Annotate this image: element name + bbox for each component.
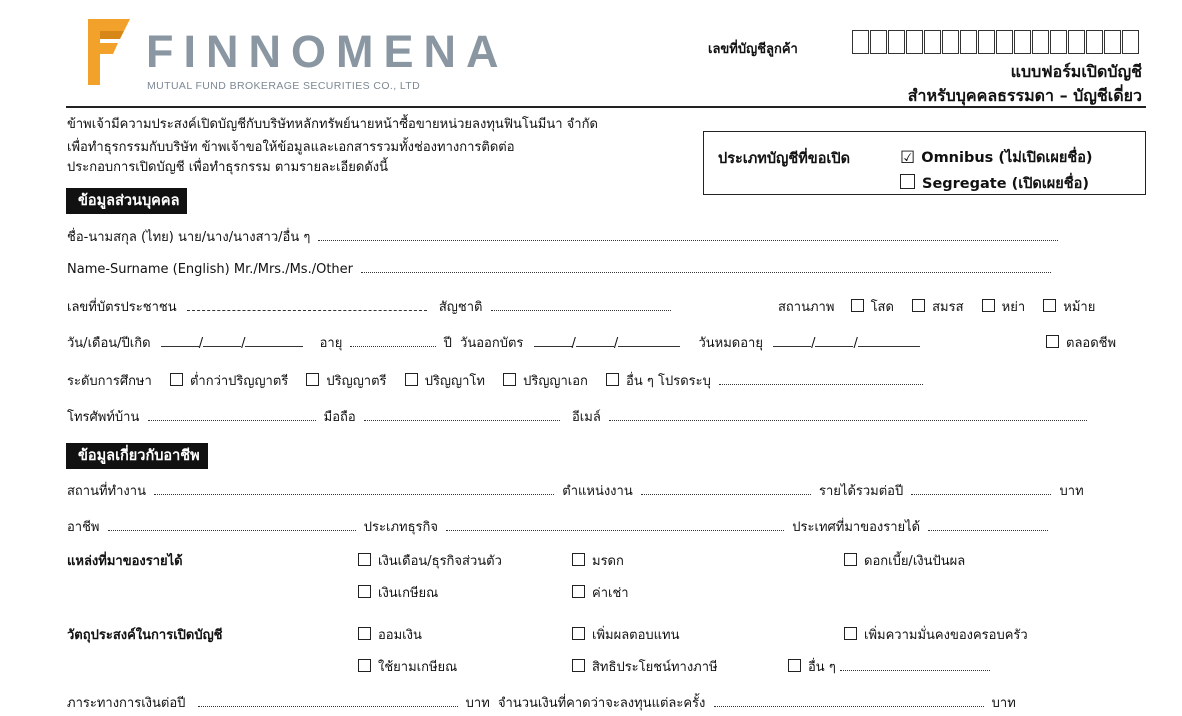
income-source-label: แหล่งที่มาของรายได้ bbox=[67, 554, 183, 569]
purpose-tax[interactable]: สิทธิประโยชน์ทางภาษี bbox=[572, 656, 718, 677]
income-source-salary[interactable]: เงินเดือน/ธุรกิจส่วนตัว bbox=[358, 550, 502, 571]
brand-name: FINNOMENA bbox=[146, 26, 509, 77]
education-row[interactable]: ระดับการศึกษา ต่ำกว่าปริญญาตรี ปริญญาตรี ปริญญาโท ปริญญาเอก อื่น ๆ โปรดระบุ bbox=[67, 370, 923, 391]
intro-line-2: เพื่อทำธุรกรรมกับบริษัท ข้าพเจ้าขอให้ข้อมูลและเอกสารรวมทั้งช่องทางการติดต่อ bbox=[67, 140, 515, 155]
checkbox-icon bbox=[982, 299, 995, 312]
checkbox-icon bbox=[358, 659, 371, 672]
lifetime-option[interactable]: ตลอดชีพ bbox=[1046, 332, 1116, 353]
checkbox-icon bbox=[170, 373, 183, 386]
status-row[interactable]: สถานภาพ โสด สมรส หย่า หม้าย bbox=[778, 300, 1096, 315]
account-number-boxes[interactable] bbox=[852, 30, 1144, 54]
finnomena-f-icon bbox=[86, 17, 136, 87]
form-title: แบบฟอร์มเปิดบัญชี bbox=[1010, 62, 1142, 81]
account-type-label: ประเภทบัญชีที่ขอเปิด bbox=[718, 151, 851, 167]
brand-tagline: MUTUAL FUND BROKERAGE SECURITIES CO., LTD bbox=[147, 80, 421, 92]
checkbox-icon bbox=[572, 627, 585, 640]
checked-box-icon[interactable]: ☑ bbox=[900, 148, 916, 168]
checkbox-icon bbox=[788, 659, 801, 672]
dob-row[interactable]: วัน/เดือน/ปีเกิด / / อายุ ปี วันออกบัตร / / วันหมดอายุ / / bbox=[67, 332, 920, 353]
checkbox-icon bbox=[844, 553, 857, 566]
account-number-label: เลขที่บัญชีลูกค้า bbox=[708, 42, 798, 57]
checkbox-icon bbox=[1046, 335, 1059, 348]
career-row[interactable]: อาชีพ ประเภทธุรกิจ ประเทศที่มาของรายได้ bbox=[67, 516, 1048, 537]
checkbox-icon bbox=[306, 373, 319, 386]
income-source-inheritance[interactable]: มรดก bbox=[572, 550, 624, 571]
checkbox-icon bbox=[405, 373, 418, 386]
personal-section-title: ข้อมูลส่วนบุคคล bbox=[66, 188, 187, 214]
checkbox-icon bbox=[572, 553, 585, 566]
id-card-row[interactable]: เลขที่บัตรประชาชน สัญชาติ bbox=[67, 296, 671, 317]
purpose-saving[interactable]: ออมเงิน bbox=[358, 624, 422, 645]
checkbox-icon bbox=[572, 659, 585, 672]
checkbox-icon bbox=[1043, 299, 1056, 312]
header-divider bbox=[66, 106, 1146, 108]
status-single-option[interactable]: โสด bbox=[851, 300, 894, 315]
intro-line-3: ประกอบการเปิดบัญชี เพื่อทำธุรกรรม ตามรายละเอียดดังนี้ bbox=[67, 160, 389, 175]
checkbox-icon bbox=[503, 373, 516, 386]
brand-logo bbox=[86, 17, 136, 87]
checkbox-icon bbox=[912, 299, 925, 312]
checkbox-icon[interactable] bbox=[900, 174, 915, 189]
status-widowed-option[interactable]: หม้าย bbox=[1043, 300, 1095, 315]
status-married-option[interactable]: สมรส bbox=[912, 300, 963, 315]
purpose-family[interactable]: เพิ่มความมั่นคงของครอบครัว bbox=[844, 624, 1028, 645]
checkbox-icon bbox=[358, 627, 371, 640]
account-type-omnibus[interactable]: ☑ Omnibus (ไม่เปิดเผยชื่อ) bbox=[900, 148, 1093, 168]
form-subtitle: สำหรับบุคคลธรรมดา – บัญชีเดี่ยว bbox=[907, 86, 1142, 105]
checkbox-icon bbox=[358, 585, 371, 598]
status-divorced-option[interactable]: หย่า bbox=[982, 300, 1026, 315]
name-th-row[interactable]: ชื่อ-นามสกุล (ไทย) นาย/นาง/นางสาว/อื่น ๆ bbox=[67, 226, 1058, 247]
checkbox-icon bbox=[844, 627, 857, 640]
purpose-label: วัตถุประสงค์ในการเปิดบัญชี bbox=[67, 628, 223, 643]
financial-row[interactable]: ภาระทางการเงินต่อปี บาท จำนวนเงินที่คาดว่าจะลงทุนแต่ละครั้ง บาท bbox=[67, 696, 1016, 711]
account-type-segregate[interactable]: Segregate (เปิดเผยชื่อ) bbox=[900, 172, 1089, 192]
name-en-row[interactable]: Name-Surname (English) Mr./Mrs./Ms./Other bbox=[67, 260, 1051, 277]
contact-row[interactable]: โทรศัพท์บ้าน มือถือ อีเมล์ bbox=[67, 406, 1087, 427]
checkbox-icon bbox=[851, 299, 864, 312]
intro-line-1: ข้าพเจ้ามีความประสงค์เปิดบัญชีกับบริษัทหลักทรัพย์นายหน้าซื้อขายหน่วยลงทุนฟินโนมีนา จำกัด bbox=[67, 117, 598, 132]
checkbox-icon bbox=[606, 373, 619, 386]
purpose-other[interactable]: อื่น ๆ bbox=[788, 656, 990, 677]
checkbox-icon bbox=[572, 585, 585, 598]
income-source-pension[interactable]: เงินเกษียณ bbox=[358, 582, 438, 603]
occupation-section-title: ข้อมูลเกี่ยวกับอาชีพ bbox=[66, 443, 208, 469]
purpose-return[interactable]: เพิ่มผลตอบแทน bbox=[572, 624, 680, 645]
workplace-row[interactable]: สถานที่ทำงาน ตำแหน่งงาน รายได้รวมต่อปี บาท bbox=[67, 484, 1084, 499]
income-source-interest[interactable]: ดอกเบี้ย/เงินปันผล bbox=[844, 550, 965, 571]
purpose-retirement[interactable]: ใช้ยามเกษียณ bbox=[358, 656, 457, 677]
checkbox-icon bbox=[358, 553, 371, 566]
income-source-rent[interactable]: ค่าเช่า bbox=[572, 582, 629, 603]
